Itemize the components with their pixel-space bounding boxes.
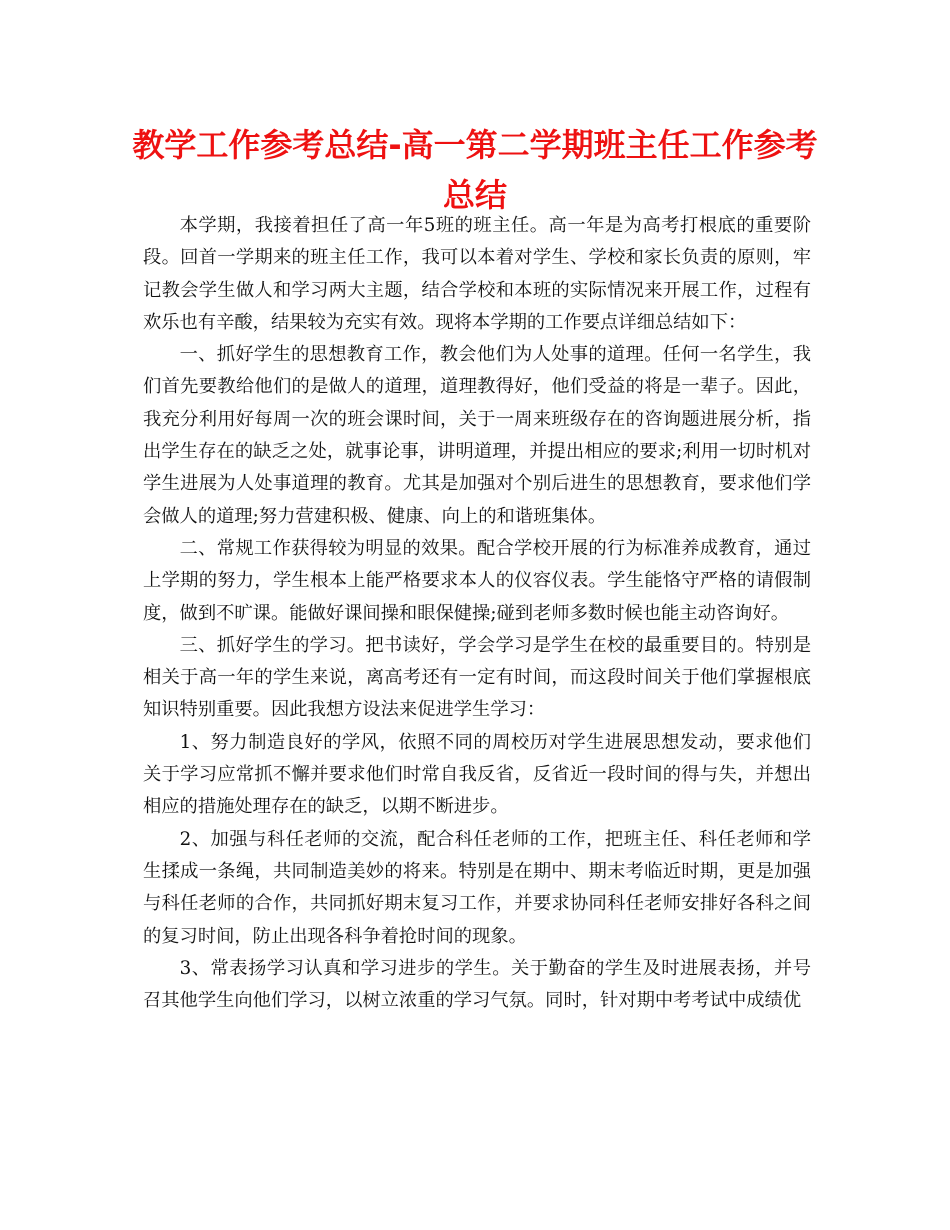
paragraph-item-2: 2、加强与科任老师的交流，配合科任老师的工作，把班主任、科任老师和学生揉成一条绳，共同制造美妙的将来。特别是在期中、期末考临近时期，更是加强与科任老师的合作，共同抓好期末复习工作，并要求协同科任老师安排好各科之间的复习时间，防止出现各科争着抢时间的现象。 — [143, 828, 811, 947]
paragraph-section-1: 一、抓好学生的思想教育工作，教会他们为人处事的道理。任何一名学生，我们首先要教给他们的是做人的道理，道理教得好，他们受益的将是一辈子。因此，我充分利用好每周一次的班会课时间，关于一周来班级存在的咨询题进展分析，指出学生存在的缺乏之处，就事论事，讲明道理，并提出相应的要求;利用一切时机对学生进展为人处事道理的教育。尤其是加强对个别后进生的思想教育，要求他们学会做人的道理;努力营建积极、健康、向上的和谐班集体。 — [143, 344, 811, 527]
document-title: 教学工作参考总结-高一第二学期班主任工作参考总结 — [132, 126, 818, 214]
paragraph-item-1: 1、努力制造良好的学风，依照不同的周校历对学生进展思想发动，要求他们关于学习应常抓不懈并要求他们时常自我反省，反省近一段时间的得与失，并想出相应的措施处理存在的缺乏，以期不断进步。 — [143, 731, 811, 818]
paragraph-intro: 本学期，我接着担任了高一年5班的班主任。高一年是为高考打根底的重要阶段。回首一学期来的班主任工作，我可以本着对学生、学校和家长负责的原则，牢记教会学生做人和学习两大主题，结合学校和本班的实际情况来开展工作，过程有欢乐也有辛酸，结果较为充实有效。现将本学期的工作要点详细总结如下： — [143, 215, 811, 333]
paragraph-item-3: 3、常表扬学习认真和学习进步的学生。关于勤奋的学生及时进展表扬，并号召其他学生向他们学习，以树立浓重的学习气氛。同时，针对期中考考试中成绩优 — [143, 957, 811, 1012]
paragraph-section-2: 二、常规工作获得较为明显的效果。配合学校开展的行为标准养成教育，通过上学期的努力，学生根本上能严格要求本人的仪容仪表。学生能恪守严格的请假制度，做到不旷课。能做好课间操和眼保健操;碰到老师多数时候也能主动咨询好。 — [143, 537, 811, 624]
document-body — [143, 210, 811, 1017]
paragraph-section-3: 三、抓好学生的学习。把书读好，学会学习是学生在校的最重要目的。特别是相关于高一年的学生来说，离高考还有一定有时间，而这段时间关于他们掌握根底知识特别重要。因此我想方设法来促进学生学习： — [143, 634, 811, 721]
